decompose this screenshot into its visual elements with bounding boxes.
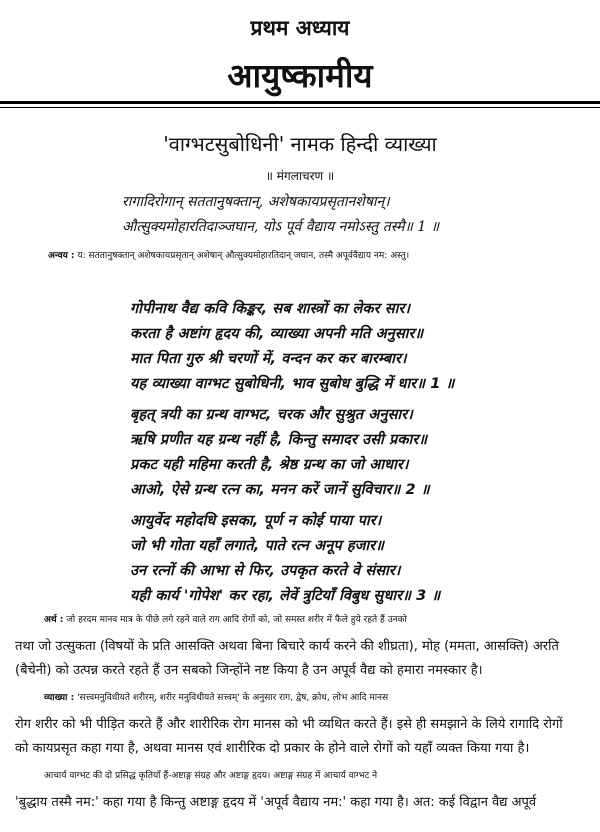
- invocation-heading: ॥ मंगलाचरण ॥: [265, 169, 335, 183]
- verse-line: यही कार्य 'गोपेश' कर रहा, लेवें त्रुटियाँ विबुध सुधार॥ 3 ॥: [130, 588, 441, 604]
- verse-line: आओ, ऐसे ग्रन्थ रत्न का, मनन करें जानें सुविचार॥ 2 ॥: [130, 482, 430, 498]
- verse-line: जो भी गोता यहाँ लगाते, पाते रत्न अनूप हजार॥: [130, 538, 385, 554]
- verse-line: बृहत् त्रयी का ग्रन्थ वाग्भट, चरक और सुश्रुत अनुसार।: [130, 407, 413, 423]
- verse-line: आयुर्वेद महोदधि इसका, पूर्ण न कोई पाया पार।: [130, 513, 382, 529]
- vyakhya-line: को कायप्रसृत कहा गया है, अथवा मानस एवं शारीरिक दो प्रकार के होने वाले रोगों को यहाँ व्यक्त किया गया है।: [15, 741, 530, 756]
- artha-text: जो हरदम मानव मात्र के पीछे लगे रहने वाले राग आदि रोगों को, जो समस्त शरीर में फैले हुये रहते हैं उनको: [66, 615, 407, 625]
- chapter-title: आयुष्कामीय: [227, 56, 373, 95]
- artha-label: अर्थ :: [44, 615, 64, 625]
- vyakhya-line: [44, 690, 600, 703]
- shloka-line: रागादिरोगान् सततानुषक्तान्, अशेषकायप्रसृतानशेषान्।: [122, 194, 390, 210]
- verse-line: प्रकट यही महिमा करती है, श्रेष्ठ ग्रन्थ का जो आधार।: [130, 457, 409, 473]
- commentary-title: 'वाग्भटसुबोधिनी' नामक हिन्दी व्याख्या: [163, 132, 437, 156]
- anvaya-line: [48, 248, 600, 261]
- anvaya-text: य: सततानुषक्तान् अशेषकायप्रसृतान् अशेषान् औत्सुक्यमोहारतिदान् जघान, तस्मै अपूर्ववैद्याय नम: अस्तु।: [77, 251, 410, 261]
- closing-line: 'बुद्धाय तस्मै नम:' कहा गया है किन्तु अष्टाङ्ग हृदय में 'अपूर्व वैद्याय नम:' कहा गया है। अत: कई विद्वान वैद्य अपूर्व: [15, 795, 537, 810]
- anvaya-label: अन्वय :: [48, 251, 75, 261]
- chapter-label: प्रथम अध्याय: [250, 16, 350, 40]
- verse-line: उन रत्नों की आभा से फिर, उपकृत करते वे संसार।: [130, 563, 401, 579]
- verse-line: करता है अष्टांग हृदय की, व्याख्या अपनी मति अनुसार॥: [130, 326, 424, 342]
- shloka-line: औत्सुक्यमोहारतिदाञ्जघान, योऽ पूर्व वैद्याय नमोऽस्तु तस्मै॥ 1 ॥: [122, 219, 440, 235]
- verse-line: मात पिता गुरु श्री चरणों में, वन्दन कर कर बारम्बार।: [130, 351, 407, 367]
- closing-line: आचार्य वाग्भट की दो प्रसिद्ध कृतियाँ हैं-अष्टाङ्ग संग्रह और अष्टाङ्ग हृदय। अष्टाङ्ग संग्रह में आचार्य वाग्भट ने: [44, 771, 378, 781]
- vyakhya-line: रोग शरीर को भी पीड़ित करते हैं और शारीरिक रोग मानस को भी व्यथित करते हैं। इसे ही समझाने के लिये रागादि रोगों: [15, 717, 563, 732]
- artha-line: तथा जो उत्सुकता (विषयों के प्रति आसक्ति अथवा बिना बिचारे कार्य करने की शीघ्रता), मोह (ममता, आसक्ति) अरति: [15, 639, 559, 654]
- header-rule-thin: [0, 107, 600, 108]
- vyakhya-label: व्याख्या :: [44, 693, 75, 703]
- header-rule-thick: [0, 101, 600, 104]
- verse-line: ऋषि प्रणीत यह ग्रन्थ नहीं है, किन्तु समादर उसी प्रकार॥: [130, 432, 428, 448]
- artha-line: [44, 612, 600, 625]
- verse-line: गोपीनाथ वैद्य कवि किङ्कर, सब शास्त्रों का लेकर सार।: [130, 301, 411, 317]
- artha-line: (बैचेनी) को उत्पन्न करते रहते हैं उन सबको जिन्होंने नष्ट किया है उन अपूर्व वैद्य को हमारा नमस्कार है।: [15, 663, 483, 678]
- vyakhya-text: 'सत्त्वमनुविधीयते शरीरम्, शरीर मनुविधीयते सत्त्वम्' के अनुसार राग, द्वेष, क्रोध, लोभ आदि मानस: [77, 693, 389, 703]
- verse-line: यह व्याख्या वाग्भट सुबोधिनी, भाव सुबोध बुद्धि में धार॥ 1 ॥: [130, 376, 455, 392]
